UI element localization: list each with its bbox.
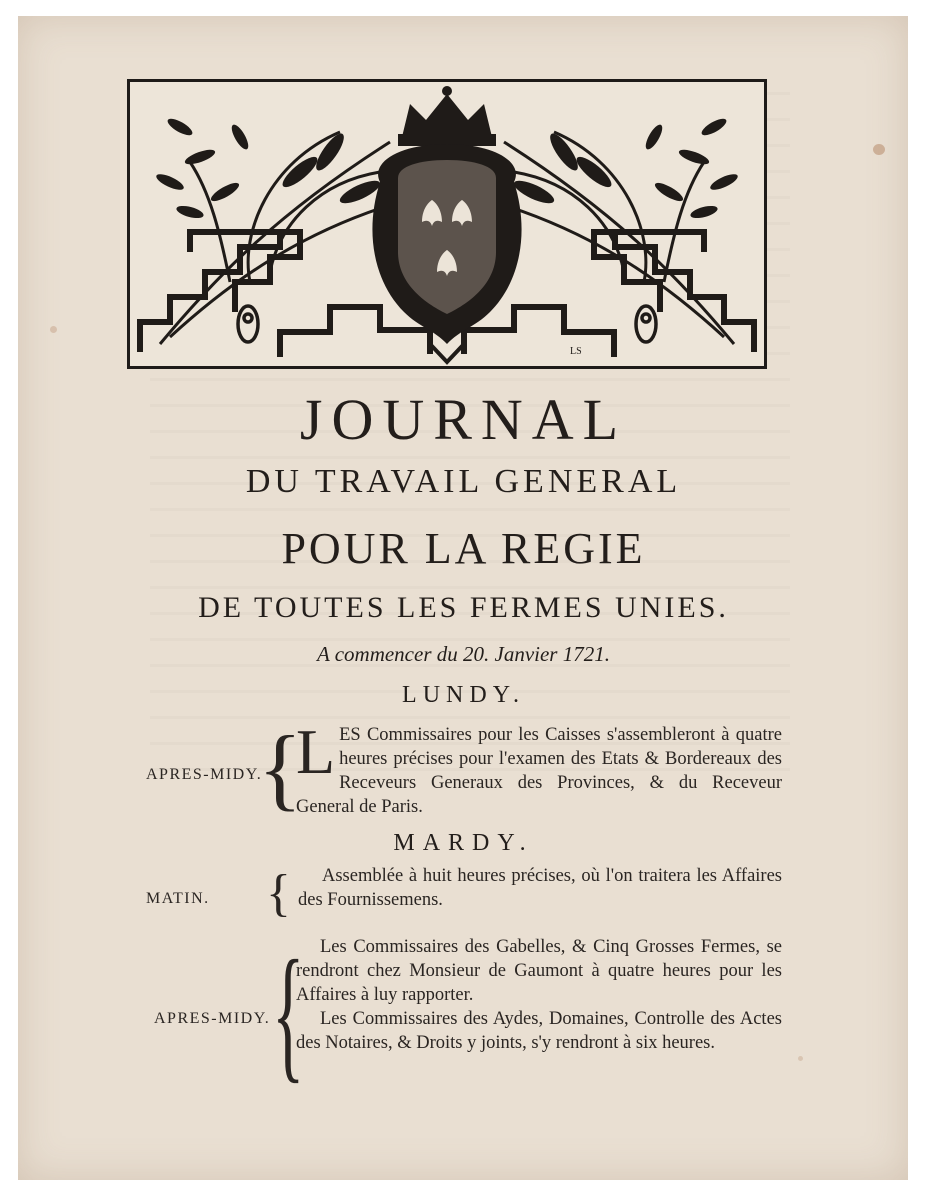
session-label-afternoon: APRES-MIDY.: [154, 1010, 271, 1027]
journal-title: JOURNAL: [299, 387, 628, 452]
title-line-travail-general: DU TRAVAIL GENERAL: [245, 463, 682, 500]
entry-text: ES Commissaires pour les Caisses s'assembleront à quatre heures précises pour l'examen des Etats & Bordereaux des Receveurs Generaux des Provinces, & du Receveur General de Paris.: [296, 725, 782, 817]
foxing-spot: [798, 1056, 803, 1061]
title-line-fermes-unies: DE TOUTES LES FERMES UNIES.: [198, 591, 729, 624]
session-label-afternoon: APRES-MIDY.: [146, 766, 263, 783]
entry-tuesday-morning: [298, 864, 782, 912]
foxing-spot: [50, 326, 57, 333]
title-line-regie: POUR LA REGIE: [281, 524, 646, 573]
drop-cap: L: [296, 716, 336, 787]
entry-tuesday-afternoon: [296, 935, 782, 1055]
brace-icon: {: [272, 930, 305, 1096]
coat-of-arms-icon: [130, 82, 764, 366]
entry-text: Les Commissaires des Gabelles, & Cinq Grosses Fermes, se rendront chez Monsieur de Gaumont à quatre heures pour les Affaires à luy rapporter.: [296, 937, 782, 1005]
entry-text: Assemblée à huit heures précises, où l'on traitera les Affaires des Fournissemens.: [298, 866, 782, 910]
day-heading-tuesday: MARDY.: [393, 830, 534, 856]
entry-monday-afternoon: [296, 716, 782, 819]
foxing-spot: [873, 144, 885, 155]
start-date-line: A commencer du 20. Janvier 1721.: [317, 642, 610, 666]
brace-icon: {: [266, 865, 291, 922]
session-label-morning: MATIN.: [146, 890, 210, 907]
royal-arms-woodcut: [127, 79, 767, 369]
brace-icon: {: [258, 717, 303, 819]
day-heading-monday: LUNDY.: [402, 682, 525, 708]
engraver-signature: LS: [570, 346, 582, 357]
entry-text: Les Commissaires des Aydes, Domaines, Controlle des Actes des Notaires, & Droits y joints, s'y rendront à six heures.: [296, 1009, 782, 1053]
